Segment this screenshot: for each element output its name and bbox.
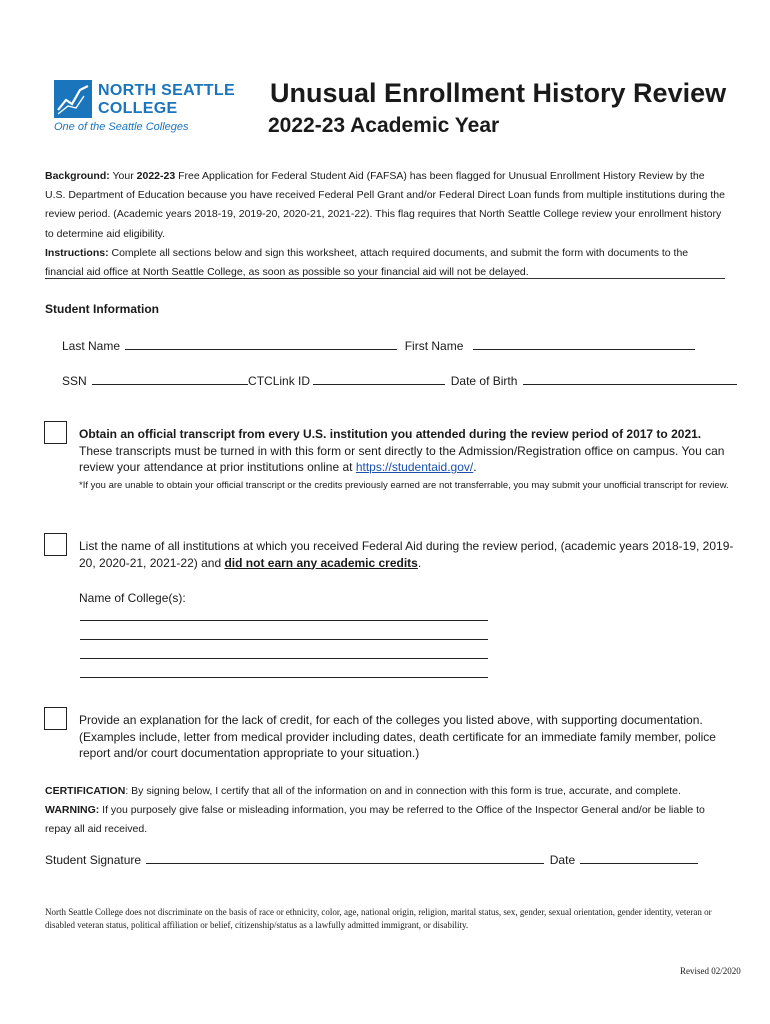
logo-name-line1: NORTH SEATTLE (98, 82, 235, 99)
dob-label: Date of Birth (450, 374, 518, 388)
instructions-paragraph (45, 244, 727, 282)
ssn-label: SSN (62, 374, 87, 388)
explanation-checkbox[interactable] (44, 707, 67, 730)
warning-label: WARNING: (45, 804, 100, 816)
college-name-line-1[interactable] (80, 620, 488, 621)
intro-text (45, 167, 727, 282)
first-name-field[interactable] (473, 337, 695, 350)
signature-row (45, 851, 698, 867)
college-name-line-2[interactable] (80, 639, 488, 640)
transcript-item (79, 426, 739, 493)
logo-name (98, 82, 235, 118)
ctclink-label: CTCLink ID (248, 374, 311, 388)
certification-label: CERTIFICATION (45, 785, 126, 797)
logo-name-line2: COLLEGE (98, 100, 178, 117)
logo-tagline: One of the Seattle Colleges (54, 121, 189, 133)
college-logo (54, 80, 264, 140)
ssn-field[interactable] (92, 372, 248, 385)
student-info-heading: Student Information (45, 302, 159, 316)
page-subtitle: 2022-23 Academic Year (268, 114, 500, 137)
id-row (62, 372, 737, 388)
nondiscrimination-statement: North Seattle College does not discriminate on the basis of race or ethnicity, color, age, national origin, religion, marital status, sex, gender, sexual orientation, gender identity, veteran or disabled veteran status, political affiliation or belief, citizenship/status as a lawfully admitted immigrant, or disability. (45, 907, 712, 930)
college-names-label: Name of College(s): (79, 591, 186, 605)
transcript-checkbox[interactable] (44, 421, 67, 444)
instructions-label: Instructions: (45, 246, 109, 259)
background-label: Background: (45, 170, 110, 182)
colleges-instruction-text: List the name of all institutions at which you received Federal Aid during the review period, (academic years 2018-19, 2019-20, 2020-21, 2021-22) and (79, 539, 734, 570)
colleges-period: . (417, 555, 422, 570)
warning-text: If you purposely give false or misleading information, you may be referred to the Office of the Inspector General and/or be liable to repay all aid received. (45, 804, 705, 835)
background-pre: Your (109, 170, 137, 182)
date-field[interactable] (580, 851, 698, 864)
transcript-instruction-text: These transcripts must be turned in with this form or sent directly to the Admission/Registration office on campus. You can review your attendance at prior institutions online at (79, 443, 725, 474)
divider (45, 278, 725, 279)
last-name-field[interactable] (125, 337, 397, 350)
page-title: Unusual Enrollment History Review (270, 78, 727, 108)
colleges-emphasis: did not earn any academic credits (224, 555, 418, 570)
transcript-period: . (473, 460, 477, 474)
transcript-note: *If you are unable to obtain your official transcript or the credits previously earned are not transferrable, you may submit your unofficial transcript for review. (79, 479, 729, 491)
instructions-text: Complete all sections below and sign this worksheet, attach required documents, and submit the form with documents to the financial aid office at North Seattle College, as soon as possible so your financial aid will not be delayed. (45, 246, 689, 279)
background-paragraph (45, 167, 727, 244)
ctclink-field[interactable] (313, 372, 445, 385)
studentaid-link[interactable]: https://studentaid.gov/ (355, 460, 474, 474)
date-label: Date (549, 853, 576, 867)
name-row (62, 337, 695, 353)
signature-field[interactable] (146, 851, 544, 864)
last-name-label: Last Name (62, 339, 121, 353)
transcript-instruction-bold: Obtain an official transcript from every U.S. institution you attended during the review period of 2017 to 2021. (79, 427, 702, 441)
certification-body: : By signing below, I certify that all of the information on and in connection with this form is true, accurate, and complete. (125, 785, 681, 797)
college-name-line-3[interactable] (80, 658, 488, 659)
explanation-item: Provide an explanation for the lack of credit, for each of the colleges you listed above, with supporting documentation. (Examples include, letter from medical provider including dates, death certificate for an immediate family member, police report and/or court documentation appropriate to your situation.) (79, 713, 716, 760)
college-name-line-4[interactable] (80, 677, 488, 678)
colleges-checkbox[interactable] (44, 533, 67, 556)
college-logo-mark (54, 80, 92, 118)
colleges-item (79, 538, 739, 571)
background-year: 2022-23 (136, 170, 176, 182)
signature-label: Student Signature (45, 853, 142, 867)
first-name-label: First Name (404, 339, 464, 353)
background-text: Free Application for Federal Student Aid (FAFSA) has been flagged for Unusual Enrollment History Review by the U.S. Department of Education because you have received Federal Pell Grant and/or Federal Direct Loan funds from multiple institutions during the review period. (Academic years 2018-19, 2019-20, 2020-21, 2021-22). This flag requires that North Seattle College review your enrollment history to determine aid eligibility. (45, 170, 725, 240)
revised-date: Revised 02/2020 (680, 966, 741, 976)
dob-field[interactable] (523, 372, 737, 385)
certification-text (45, 782, 725, 839)
